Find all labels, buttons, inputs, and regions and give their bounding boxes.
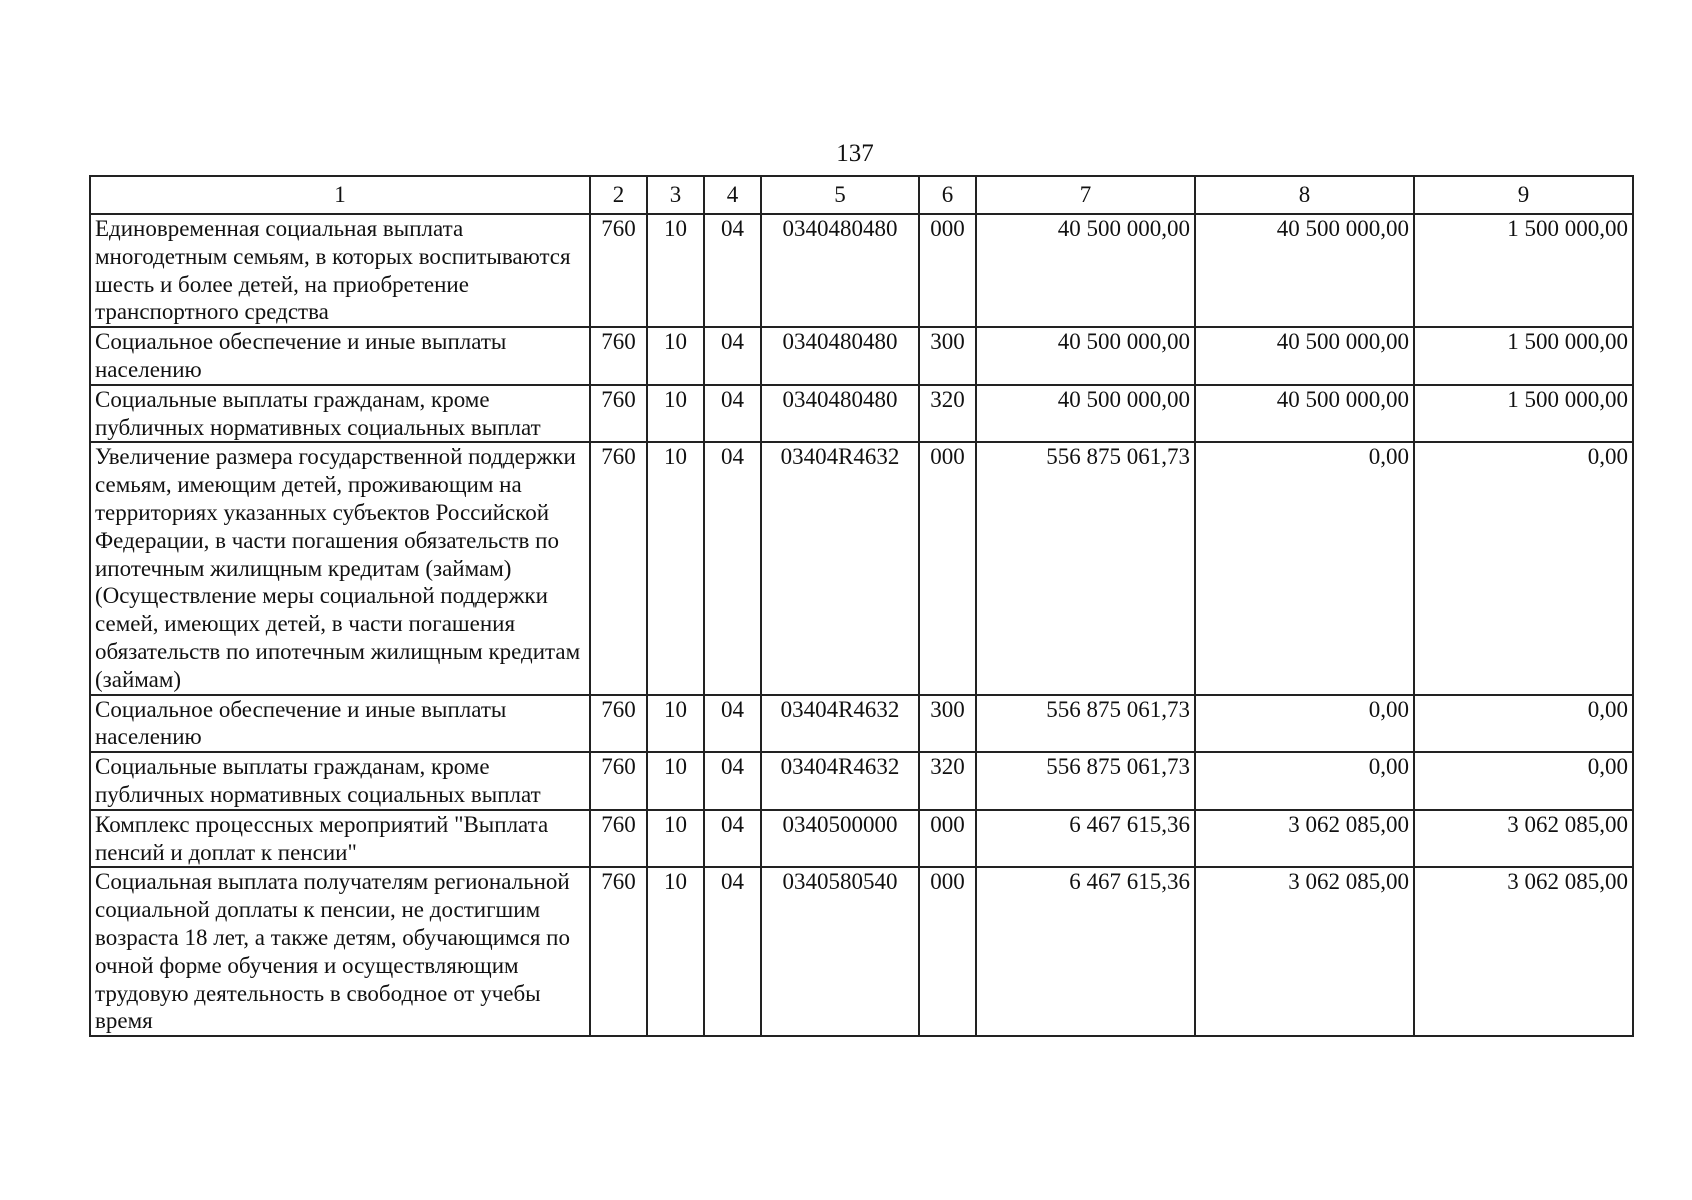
cell-col-5: 0340580540 [761, 867, 919, 1036]
cell-col-5: 03404R4632 [761, 752, 919, 810]
cell-col-3: 10 [647, 385, 704, 443]
column-header-6: 6 [919, 176, 976, 214]
table-row [90, 385, 1633, 443]
cell-col-7: 556 875 061,73 [976, 442, 1195, 694]
cell-col-3: 10 [647, 214, 704, 327]
column-header-9: 9 [1414, 176, 1633, 214]
cell-col-8: 3 062 085,00 [1195, 867, 1414, 1036]
table-row [90, 695, 1633, 753]
cell-col-8: 40 500 000,00 [1195, 385, 1414, 443]
cell-col-4: 04 [704, 695, 761, 753]
cell-col-7: 40 500 000,00 [976, 214, 1195, 327]
header-row [90, 176, 1633, 214]
cell-col-2: 760 [590, 442, 647, 694]
cell-col-2: 760 [590, 385, 647, 443]
cell-col-7: 556 875 061,73 [976, 752, 1195, 810]
cell-col-7: 556 875 061,73 [976, 695, 1195, 753]
row-name: Социальное обеспечение и иные выплаты населению [90, 695, 590, 753]
cell-col-5: 03404R4632 [761, 442, 919, 694]
cell-col-2: 760 [590, 695, 647, 753]
cell-col-9: 0,00 [1414, 695, 1633, 753]
column-header-7: 7 [976, 176, 1195, 214]
cell-col-6: 000 [919, 867, 976, 1036]
cell-col-9: 0,00 [1414, 442, 1633, 694]
cell-col-8: 0,00 [1195, 695, 1414, 753]
cell-col-6: 000 [919, 810, 976, 868]
cell-col-6: 300 [919, 695, 976, 753]
cell-col-8: 0,00 [1195, 442, 1414, 694]
cell-col-7: 6 467 615,36 [976, 810, 1195, 868]
cell-col-8: 3 062 085,00 [1195, 810, 1414, 868]
cell-col-9: 1 500 000,00 [1414, 327, 1633, 385]
cell-col-6: 320 [919, 752, 976, 810]
row-name: Комплекс процессных мероприятий "Выплата пенсий и доплат к пенсии" [90, 810, 590, 868]
cell-col-4: 04 [704, 442, 761, 694]
table-row [90, 810, 1633, 868]
table-row [90, 214, 1633, 327]
cell-col-9: 3 062 085,00 [1414, 867, 1633, 1036]
cell-col-5: 0340480480 [761, 385, 919, 443]
cell-col-2: 760 [590, 327, 647, 385]
cell-col-6: 000 [919, 442, 976, 694]
row-name: Увеличение размера государственной поддержки семьям, имеющим детей, проживающим на территориях указанных субъектов Российской Федерации, в части погашения обязательств по ипотечным жилищным кредитам (займам) (Осуществление меры социальной поддержки семей, имеющих детей, в части погашения обязательств по ипотечным жилищным кредитам (займам) [90, 442, 590, 694]
cell-col-9: 1 500 000,00 [1414, 214, 1633, 327]
cell-col-3: 10 [647, 810, 704, 868]
row-name: Социальные выплаты гражданам, кроме публичных нормативных социальных выплат [90, 752, 590, 810]
table-row [90, 752, 1633, 810]
row-name: Социальные выплаты гражданам, кроме публичных нормативных социальных выплат [90, 385, 590, 443]
cell-col-5: 0340500000 [761, 810, 919, 868]
table-row [90, 327, 1633, 385]
cell-col-5: 0340480480 [761, 327, 919, 385]
cell-col-2: 760 [590, 752, 647, 810]
row-name: Единовременная социальная выплата многодетным семьям, в которых воспитываются шесть и более детей, на приобретение транспортного средства [90, 214, 590, 327]
table-row [90, 442, 1633, 694]
cell-col-5: 0340480480 [761, 214, 919, 327]
cell-col-4: 04 [704, 810, 761, 868]
cell-col-6: 000 [919, 214, 976, 327]
column-header-4: 4 [704, 176, 761, 214]
cell-col-6: 300 [919, 327, 976, 385]
cell-col-4: 04 [704, 752, 761, 810]
cell-col-7: 6 467 615,36 [976, 867, 1195, 1036]
budget-table [89, 175, 1634, 1037]
cell-col-4: 04 [704, 867, 761, 1036]
cell-col-2: 760 [590, 867, 647, 1036]
cell-col-3: 10 [647, 752, 704, 810]
cell-col-3: 10 [647, 867, 704, 1036]
cell-col-8: 40 500 000,00 [1195, 214, 1414, 327]
cell-col-9: 0,00 [1414, 752, 1633, 810]
cell-col-4: 04 [704, 327, 761, 385]
column-header-2: 2 [590, 176, 647, 214]
page-number: 137 [836, 140, 874, 167]
cell-col-7: 40 500 000,00 [976, 385, 1195, 443]
table-row [90, 867, 1633, 1036]
cell-col-2: 760 [590, 214, 647, 327]
column-header-8: 8 [1195, 176, 1414, 214]
row-name: Социальное обеспечение и иные выплаты населению [90, 327, 590, 385]
table-body [90, 214, 1633, 1036]
cell-col-3: 10 [647, 327, 704, 385]
cell-col-7: 40 500 000,00 [976, 327, 1195, 385]
cell-col-6: 320 [919, 385, 976, 443]
cell-col-5: 03404R4632 [761, 695, 919, 753]
cell-col-3: 10 [647, 695, 704, 753]
column-header-5: 5 [761, 176, 919, 214]
cell-col-4: 04 [704, 214, 761, 327]
cell-col-9: 3 062 085,00 [1414, 810, 1633, 868]
cell-col-8: 40 500 000,00 [1195, 327, 1414, 385]
cell-col-8: 0,00 [1195, 752, 1414, 810]
column-header-3: 3 [647, 176, 704, 214]
cell-col-3: 10 [647, 442, 704, 694]
column-header-1: 1 [90, 176, 590, 214]
cell-col-2: 760 [590, 810, 647, 868]
cell-col-4: 04 [704, 385, 761, 443]
cell-col-9: 1 500 000,00 [1414, 385, 1633, 443]
row-name: Социальная выплата получателям региональной социальной доплаты к пенсии, не достигшим возраста 18 лет, а также детям, обучающимся по очной форме обучения и осуществляющим трудовую деятельность в свободное от учебы время [90, 867, 590, 1036]
